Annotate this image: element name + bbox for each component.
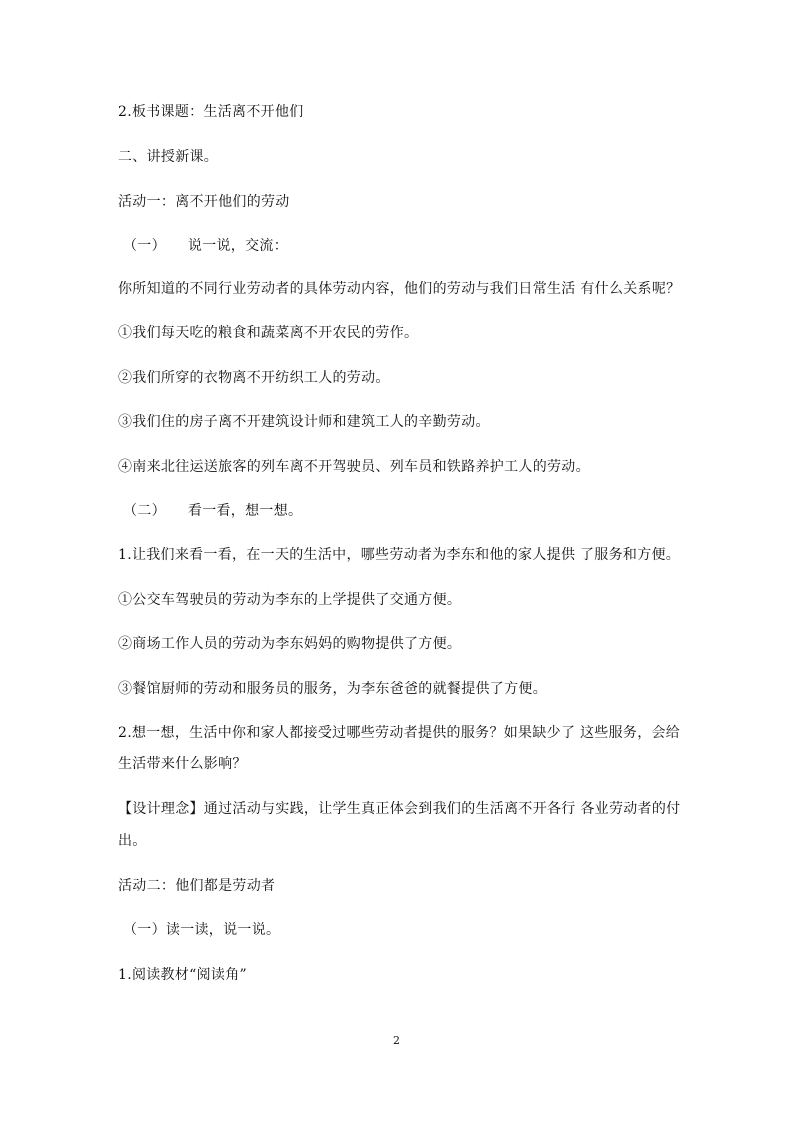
subsection-text: 看一看，想一想。 <box>187 503 303 519</box>
list-item: ②商场工作人员的劳动为李东妈妈的购物提供了方便。 <box>118 636 462 652</box>
list-item: ①我们每天吃的粮食和蔬菜离不开农民的劳作。 <box>118 325 419 341</box>
section-heading: 二、讲授新课。 <box>118 149 219 165</box>
question-paragraph-line-2: 生活带来什么影响？ <box>118 756 247 772</box>
subsection-read: （一）读一读，说一说。 <box>123 922 281 938</box>
design-note-line-2: 出。 <box>118 833 147 849</box>
subsection-one <box>123 236 288 256</box>
subsection-two <box>123 501 302 521</box>
subsection-number: （二） <box>123 503 166 519</box>
list-item: ②我们所穿的衣物离不开纺织工人的劳动。 <box>118 370 390 386</box>
design-note-line-1: 【设计理念】通过活动与实践，让学生真正体会到我们的生活离不开各行 各业劳动者的付 <box>118 801 681 817</box>
question-paragraph-line-1: 2.想一想，生活中你和家人都接受过哪些劳动者提供的服务？如果缺少了 这些服务，会给 <box>118 725 681 741</box>
activity-two-heading: 活动二：他们都是劳动者 <box>118 878 276 894</box>
reading-instruction: 1.阅读教材“阅读角” <box>118 967 247 983</box>
lesson-title-line: 2.板书课题：生活离不开他们 <box>118 104 304 120</box>
list-item: ③餐馆厨师的劳动和服务员的服务，为李东爸爸的就餐提供了方便。 <box>118 681 547 697</box>
activity-one-heading: 活动一：离不开他们的劳动 <box>118 194 290 210</box>
list-item: ③我们住的房子离不开建筑设计师和建筑工人的辛勤劳动。 <box>118 414 490 430</box>
instruction-paragraph: 1.让我们来看一看，在一天的生活中，哪些劳动者为李东和他的家人提供 了服务和方便。 <box>118 547 681 563</box>
question-paragraph: 你所知道的不同行业劳动者的具体劳动内容，他们的劳动与我们日常生活 有什么关系呢？ <box>118 281 681 297</box>
subsection-text: 说一说，交流： <box>187 238 289 254</box>
list-item: ④南来北往运送旅客的列车离不开驾驶员、列车员和铁路养护工人的劳动。 <box>118 459 590 475</box>
list-item: ①公交车驾驶员的劳动为李东的上学提供了交通方便。 <box>118 592 462 608</box>
page-number: 2 <box>393 1034 400 1047</box>
subsection-number: （一） <box>123 238 166 254</box>
